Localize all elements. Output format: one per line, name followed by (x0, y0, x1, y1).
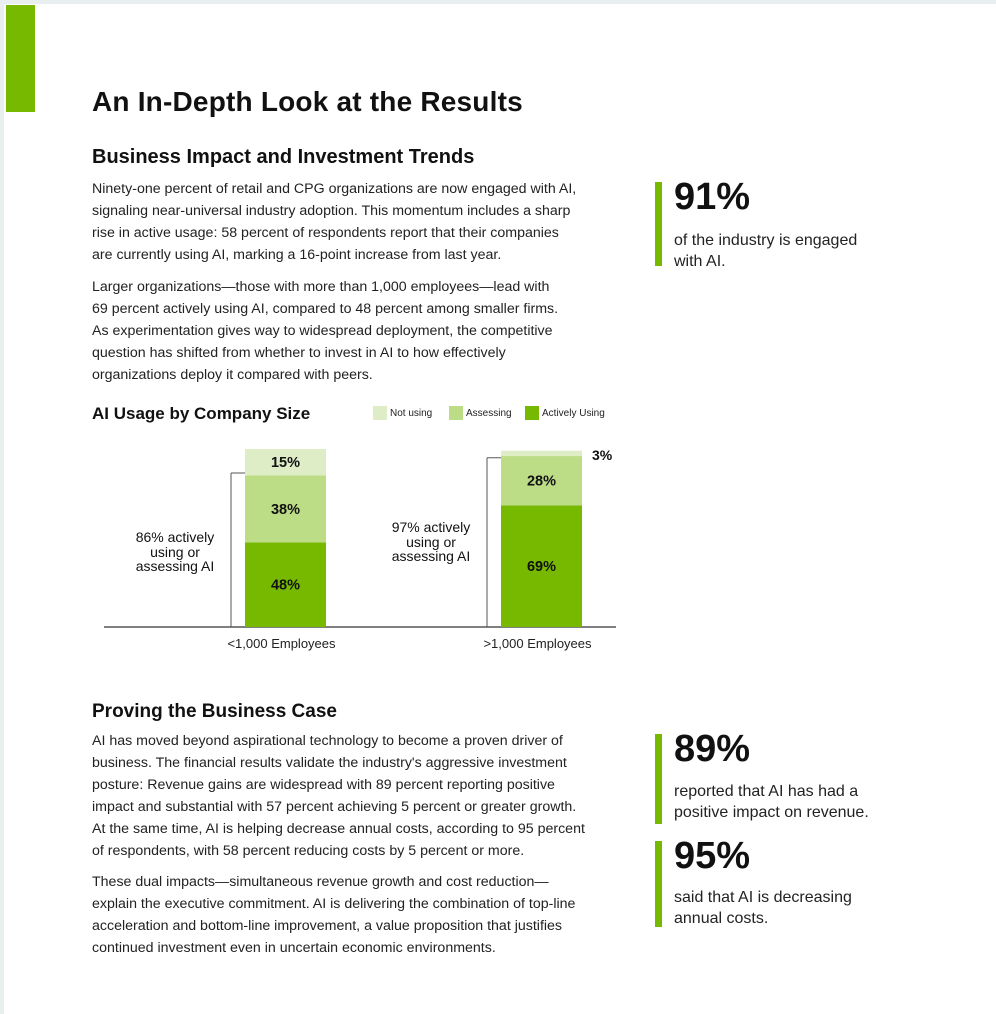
text-line: 69 percent actively using AI, compared to 48 percent among smaller firms. (92, 301, 559, 317)
text-line: impact and substantial with 57 percent achieving 5 percent or greater growth. (92, 799, 577, 815)
text-line: 97% actively (391, 519, 471, 535)
legend-label: Not using (390, 407, 433, 419)
text-line: business. The financial results validate the industry's aggressive investment (92, 755, 567, 771)
text-line: said that AI is decreasing (674, 889, 852, 906)
data-label: 69% (526, 559, 557, 576)
text-line: signaling near-universal industry adoption. This momentum includes a sharp (92, 203, 571, 219)
data-label: 15% (270, 455, 301, 472)
category-label: >1,000 Employees (483, 636, 592, 651)
text-line: posture: Revenue gains are widespread with 89 percent reporting positive (92, 777, 555, 793)
bar-segment-not-using (501, 451, 582, 456)
stat-accent-bar (655, 734, 662, 824)
stat-description (674, 781, 914, 823)
stat-description (674, 887, 914, 929)
legend-label: Actively Using (542, 407, 605, 419)
text-line: As experimentation gives way to widespread deployment, the competitive (92, 323, 553, 339)
stat-value: 91% (674, 176, 751, 218)
text-line: 86% actively (135, 529, 215, 545)
data-label: 28% (526, 473, 557, 490)
text-line: Ninety-one percent of retail and CPG organizations are now engaged with AI, (92, 181, 577, 197)
stat-accent-bar (655, 841, 662, 927)
text-line: assessing AI (135, 558, 215, 574)
text-line: of the industry is engaged (674, 232, 858, 249)
text-line: explain the executive commitment. AI is delivering the combination of top-line (92, 896, 576, 912)
text-line: using or (150, 543, 200, 560)
text-line: with AI. (674, 253, 726, 270)
section-title-business-case: Proving the Business Case (92, 701, 337, 722)
category-label: <1,000 Employees (227, 636, 336, 651)
data-label: 3% (592, 446, 613, 463)
text-line: organizations deploy it compared with peers. (92, 367, 373, 383)
legend-label: Assessing (466, 407, 512, 419)
text-line: of respondents, with 58 percent reducing costs by 5 percent or more. (92, 843, 525, 859)
stat-value: 89% (674, 728, 751, 770)
paragraph-dual-impacts (92, 871, 575, 959)
text-line: Larger organizations—those with more than 1,000 employees—lead with (92, 279, 550, 295)
text-line: continued investment even in uncertain economic environments. (92, 940, 496, 956)
section-title-business-impact: Business Impact and Investment Trends (92, 146, 475, 168)
text-line: assessing AI (391, 548, 471, 564)
text-line: At the same time, AI is helping decrease annual costs, according to 95 percent (92, 821, 585, 837)
text-line: using or (406, 533, 456, 550)
page-heading: An In-Depth Look at the Results (92, 86, 523, 117)
data-label: 48% (270, 577, 301, 594)
paragraph-proven-driver (92, 730, 585, 862)
stat-value: 95% (674, 835, 751, 877)
text-line: AI has moved beyond aspirational technology to become a proven driver of (92, 733, 563, 749)
text-line: annual costs. (674, 910, 769, 927)
text-line: acceleration and bottom-line improvement, a value proposition that justifies (92, 918, 563, 934)
text-line: question has shifted from whether to invest in AI to how effectively (92, 345, 506, 361)
text-line: rise in active usage: 58 percent of respondents report that their companies (92, 225, 559, 241)
text-line: are currently using AI, marking a 16-point increase from last year. (92, 247, 502, 263)
text-line: positive impact on revenue. (674, 804, 869, 821)
text-line: These dual impacts—simultaneous revenue growth and cost reduction— (92, 874, 549, 890)
text-line: reported that AI has had a (674, 783, 859, 800)
data-label: 38% (270, 501, 301, 518)
chart-title: AI Usage by Company Size (92, 404, 311, 423)
